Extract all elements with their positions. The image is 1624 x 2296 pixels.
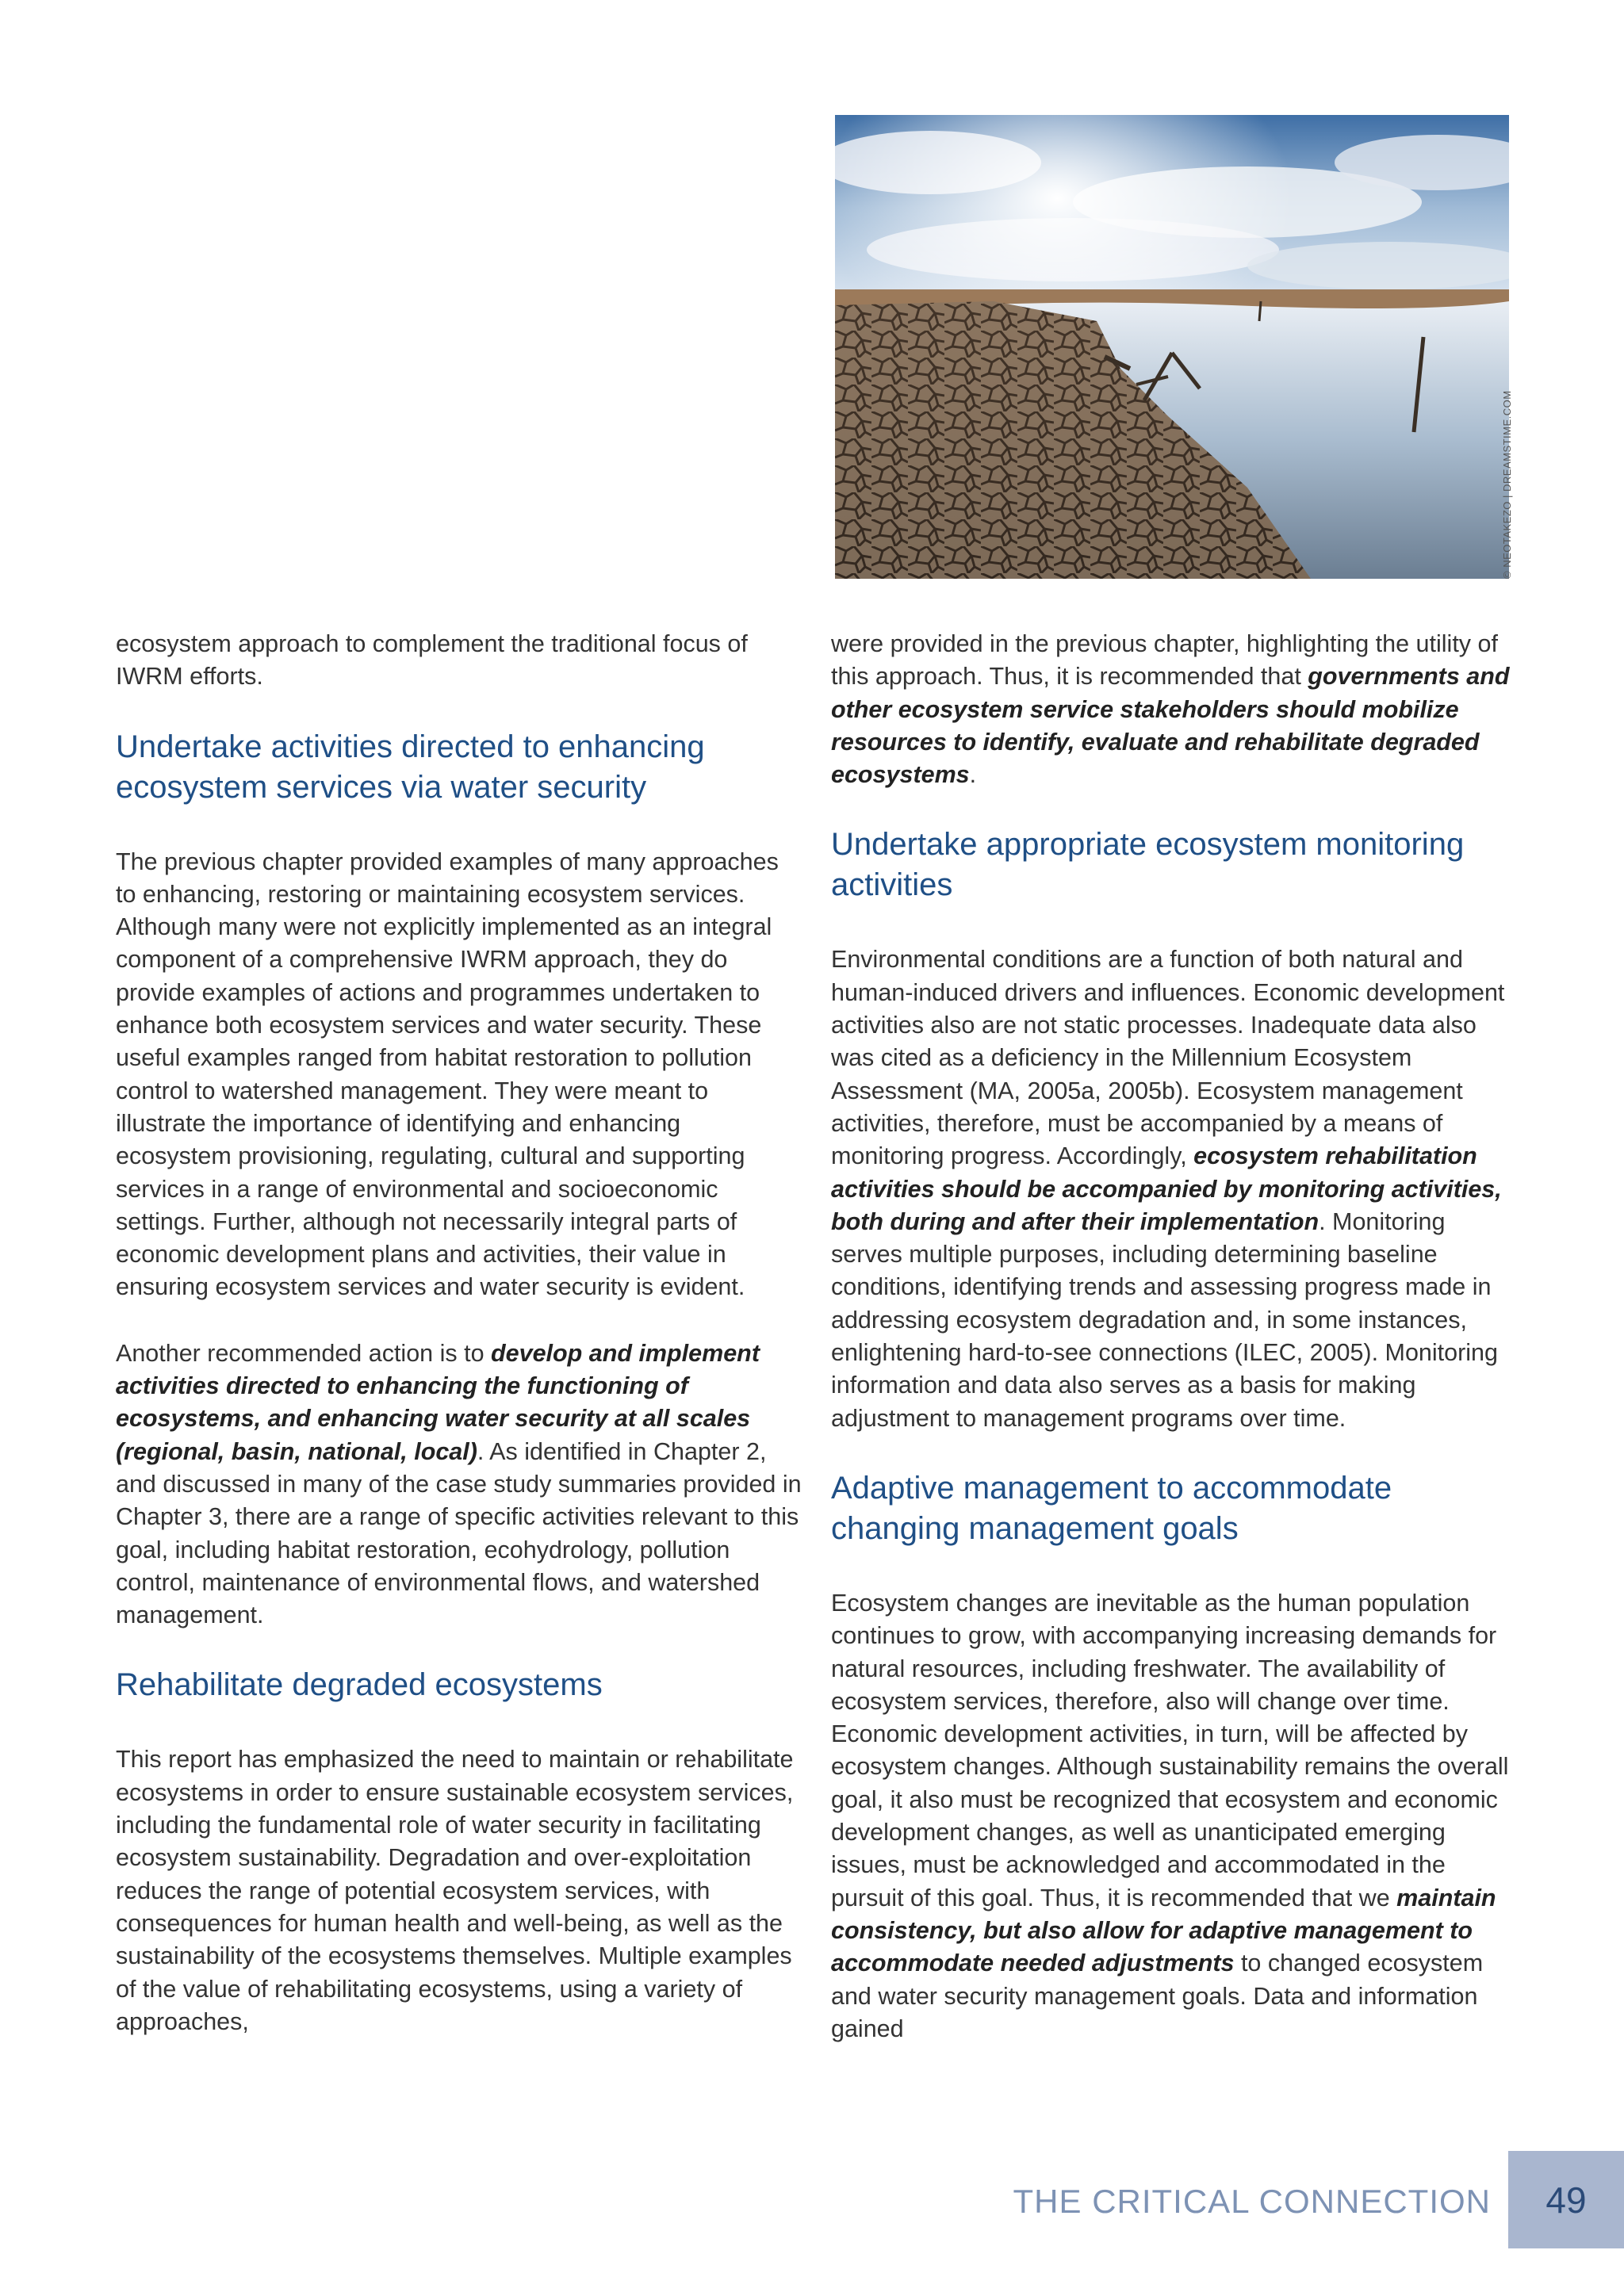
page-number: 49	[1508, 2151, 1624, 2248]
heading-rehabilitate-degraded-ecosystems: Rehabilitate degraded ecosystems	[116, 1667, 603, 1703]
running-footer-title: THE CRITICAL CONNECTION	[1013, 2183, 1491, 2220]
right-column	[831, 628, 1517, 2079]
heading-enhancing-ecosystem-services: Undertake activities directed to enhancing ecosystem services via water security	[116, 729, 705, 805]
cracked-dry-lakebed-photo	[835, 115, 1509, 579]
right-paragraph-1	[831, 628, 1517, 791]
emphasis-recommendation: develop and implement activities directed to enhancing the functioning of ecosystems, and enhancing water security at all scales (regional, basin, national, local)	[116, 1339, 760, 1465]
text-span: Ecosystem changes are inevitable as the human population continues to grow, with accompanying increasing demands for natural resources, including freshwater. The availability of ecosystem services, therefore, also will change over time. Economic development activities, in turn, will be affected by ecosystem changes. Although sustainability remains the overall goal, it also must be recognized that ecosystem and economic development changes, as well as unanticipated emerging issues, must be acknowledged and accommodated in the pursuit of this goal. Thus, it is recommended that we	[831, 1589, 1509, 1911]
text-span: . As identified in Chapter 2, and discussed in many of the case study summaries provided in Chapter 3, there are a range of specific activities relevant to this goal, including habitat restoration, ecohydrology, pollution control, maintenance of environmental flows, and watershed management.	[116, 1437, 802, 1629]
left-paragraph-2: The previous chapter provided examples of many approaches to enhancing, restoring or maintaining ecosystem services. Although many were not explicitly implemented as an integral component of a comprehensive IWRM approach, they do provide examples of actions and programmes undertaken to enhance both ecosystem services and water security. These useful examples ranged from habitat restoration to pollution control to watershed management. They were meant to illustrate the importance of identifying and enhancing ecosystem provisioning, regulating, cultural and supporting services in a range of environmental and socioeconomic settings. Further, although not necessarily integral parts of economic development plans and activities, their value in ensuring ecosystem services and water security is evident.	[116, 848, 779, 1301]
right-paragraph-2	[831, 943, 1517, 1434]
emphasis-recommendation: maintain consistency, but also allow for adaptive management to accommodate needed adjustments	[831, 1884, 1496, 1977]
photo-credit: © NEOTAKEZO | DREAMSTIME.COM	[1501, 390, 1513, 579]
text-span: .	[969, 761, 977, 789]
left-paragraph-4: This report has emphasized the need to maintain or rehabilitate ecosystems in order to ensure sustainable ecosystem services, including the fundamental role of water security in facilitating ecosystem sustainability. Degradation and over-exploitation reduces the range of potential ecosystem services, with consequences for human health and well-being, as well as the sustainability of the ecosystems themselves. Multiple examples of the value of rehabilitating ecosystems, using a variety of approaches,	[116, 1746, 794, 2035]
heading-adaptive-management: Adaptive management to accommodate changing management goals	[831, 1470, 1392, 1546]
text-span: Another recommended action is to	[116, 1339, 492, 1367]
photo-illustration	[835, 115, 1509, 579]
text-span: to changed ecosystem and water security management goals. Data and information gained	[831, 1950, 1484, 2042]
text-span: were provided in the previous chapter, highlighting the utility of this approach. Thus, it is recommended that	[831, 630, 1498, 691]
left-paragraph-3	[116, 1337, 802, 1632]
emphasis-recommendation: ecosystem rehabilitation activities should be accompanied by monitoring activities, both during and after their implementation	[831, 1142, 1502, 1235]
left-paragraph-1: ecosystem approach to complement the traditional focus of IWRM efforts.	[116, 630, 748, 691]
text-span: . Monitoring serves multiple purposes, including determining baseline conditions, identifying trends and assessing progress made in addressing ecosystem degradation and, in some instances, enlightening hard-to-see connections (ILEC, 2005). Monitoring information and data also serves as a basis for making adjustment to management programs over time.	[831, 1207, 1498, 1432]
right-paragraph-3	[831, 1587, 1517, 2045]
heading-ecosystem-monitoring: Undertake appropriate ecosystem monitoring activities	[831, 827, 1465, 903]
left-column	[116, 628, 802, 2072]
text-span: Environmental conditions are a function of both natural and human-induced drivers and influences. Economic development activities also are not static processes. Inadequate data also was cited as a deficiency in the Millennium Ecosystem Assessment (MA, 2005a, 2005b). Ecosystem management activities, therefore, must be accompanied by a means of monitoring progress. Accordingly,	[831, 946, 1505, 1170]
emphasis-recommendation: governments and other ecosystem service stakeholders should mobilize resources to identify, evaluate and rehabilitate degraded ecosystems	[831, 663, 1510, 789]
